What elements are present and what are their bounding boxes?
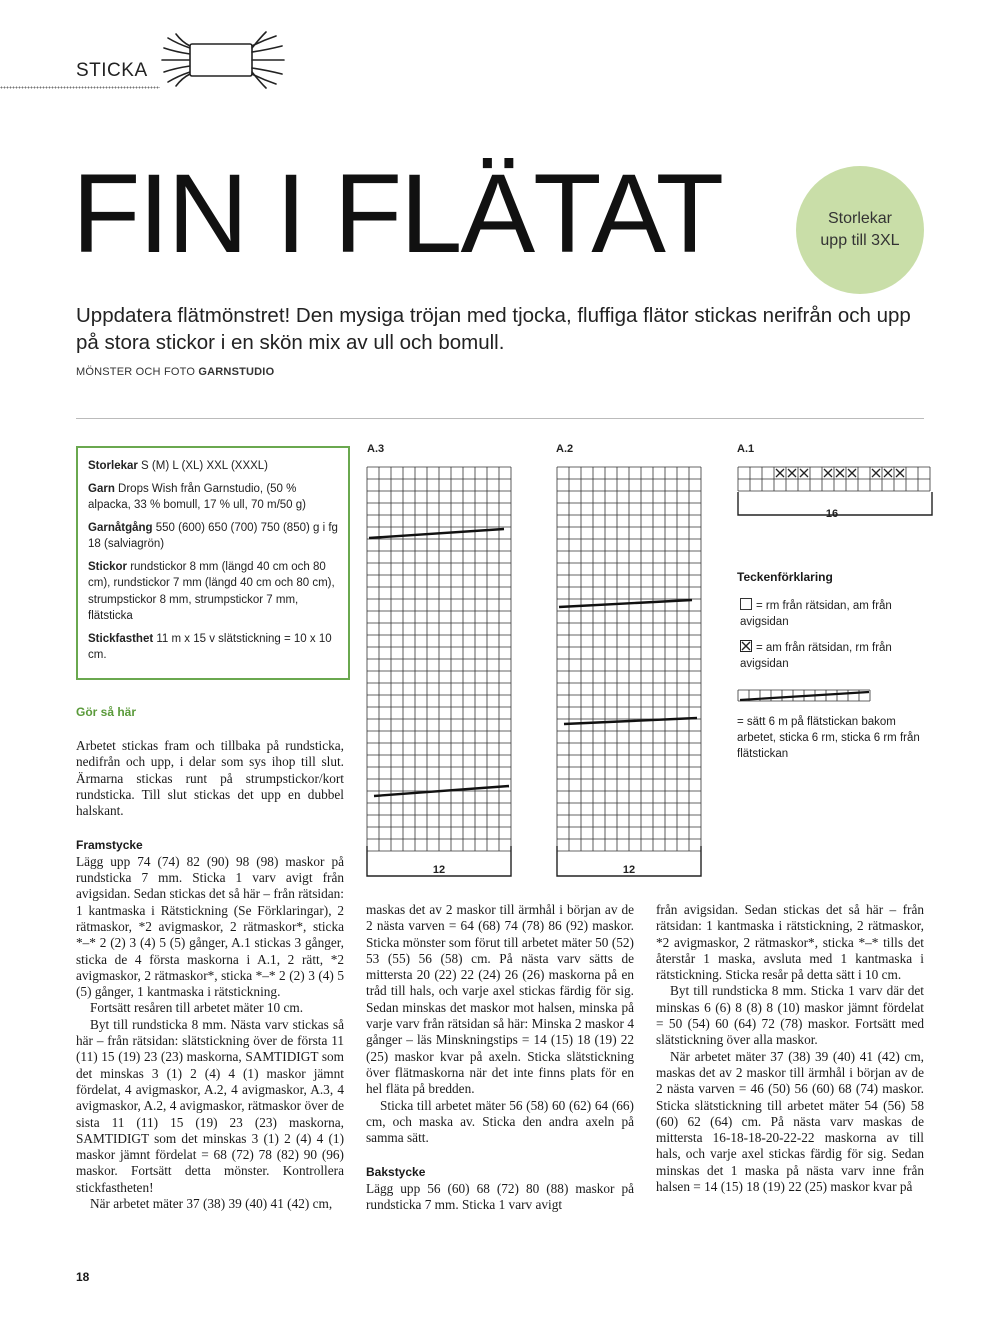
paragraph: från avigsidan. Sedan stickas det så här – från rätsidan: 1 kantmaska i rätstickning, 2 rätmaskor, *2 avigmaskor, 2 rätmaskor*, sticka *–* tills det återstår 1 maska, avsluta med 1 kantmaska i rätstickning. Sticka resår på detta sätt i 10 cm. [656, 902, 924, 983]
info-gauge: Stickfasthet 11 m x 15 v slätstickning = 10 x 10 cm. [88, 632, 332, 661]
chart-a2-label: A.2 [556, 443, 574, 455]
cable-symbol-icon [737, 689, 873, 703]
section-label: STICKA [76, 60, 148, 81]
paragraph: Lägg upp 56 (60) 68 (72) 80 (88) maskor på rundsticka 7 mm. Sticka 1 varv avigt [366, 1180, 634, 1213]
info-sizes: Storlekar S (M) L (XL) XXL (XXXL) [88, 460, 269, 472]
paragraph: Byt till rundsticka 8 mm. Nästa varv stickas så här – från rätsidan: slätstickning över de första 11 (11) 15 (19) 23 (23) maskorna, SAMTIDIGT som det minskas 3 (1) 2 (4) 4 (1) maskor jämnt fördelat, 4 avigmaskor, A.2, 4 avigmaskor, A.3, 4 avigmaskor, A.2, 4 avigmaskor, rätmaskor över de sista 11 (11) 15 (19) 23 (23) maskorna, SAMTIDIGT som det minskas 3 (1) 2 (4) 4 (1) maskor jämnt fördelat = 68 (72) 78 (82) 90 (96) maskor. Fortsätt detta mönster. Kontrollera stickfastheten! [76, 1016, 344, 1195]
text-column-3 [656, 902, 924, 1195]
how-to-heading: Gör så här [76, 705, 137, 719]
yarn-skein-icon [158, 30, 288, 90]
badge-line-1: Storlekar [827, 210, 893, 227]
chart-a1-label: A.1 [737, 443, 755, 455]
cross-mark [836, 469, 844, 477]
paragraph: Fortsätt resåren till arbetet mäter 10 cm. [90, 1000, 304, 1016]
credit-line [76, 366, 274, 378]
cable-line [559, 600, 697, 724]
cross-square-icon [740, 640, 752, 652]
text-column-1 [76, 738, 344, 1212]
badge-line-2: upp till 3XL [820, 232, 900, 249]
paragraph: Lägg upp 74 (74) 82 (90) 98 (98) maskor på rundsticka 7 mm. Sticka 1 varv avigt från avigsidan. Sedan stickas det så här – från rätsidan: 1 kantmaska i Rätstickning (Se Förklaringar), 2 rätmaskor, *2 avigmaskor, 2 rätmaskor*, sticka *–* 2 (2) 3 (4) 5 (5) gånger, A.1 stickas 3 gånger, sticka de 4 första maskorna i A.1, 2 rätt, *2 avigmaskor, 2 rätmaskor*, sticka *–* 2 (2) 3 (4) 5 (5) gånger, 1 kantmaska i rätstickning. [76, 853, 344, 1000]
page-title: FIN I FLÄTAT [72, 151, 723, 276]
page-number: 18 [76, 1270, 90, 1284]
legend-item-cable: = sätt 6 m på flätstickan bakom arbetet, sticka 6 rm, sticka 6 rm från flätstickan [737, 716, 920, 760]
legend-title: Teckenförklaring [737, 570, 833, 584]
paragraph: Sticka till arbetet mäter 56 (58) 60 (62) 64 (66) cm, och maska av. Sticka den andra axeln på samma sätt. [366, 1097, 634, 1146]
legend-item-purl: = am från rätsidan, rm från avigsidan [740, 642, 892, 670]
cross-mark [824, 469, 832, 477]
text-column-2 [366, 902, 634, 1213]
cross-mark [800, 469, 808, 477]
cross-mark [776, 469, 784, 477]
paragraph: När arbetet mäter 37 (38) 39 (40) 41 (42) cm, [90, 1196, 333, 1212]
size-badge [796, 166, 924, 294]
info-needles: Stickor rundstickor 8 mm (längd 40 cm och 80 cm), rundstickor 7 mm (längd 40 cm och 80 cm), strumpstickor 8 mm, strumpstickor 7 mm, flätsticka [88, 560, 335, 622]
paragraph: maskas det av 2 maskor till ärmhål i början av de 2 nästa varven = 64 (68) 74 (78) 86 (92) maskor. Sticka mönster som förut till arbetet mäter 50 (52) 53 (55) 56 (58) cm. På nästa varv sätts de mittersta 20 (22) 22 (24) 26 (26) maskorna på en tråd till hals, och varje axel stickas färdig för sig. Sedan minskas det maskor mot halsen, minska på varje varv från rätsidan så här: Minska 2 maskor 4 gånger – läs Minskningstips = 14 (15) 18 (19) 22 (25) maskor kvar på axeln. Sticka slätstickning över flätmaskorna när det inte finns plats för en hel fläta på bredden. [366, 902, 634, 1097]
chart-a1-width: 16 [825, 508, 839, 520]
intro-paragraph: Arbetet stickas fram och tillbaka på rundsticka, nedifrån och upp, i delar som sys ihop till slut. Ärmarna stickas runt på strumpstickor/kort rundsticka. Till slut stickas det upp en dubbel halskant. [76, 738, 344, 819]
chart-a2 [556, 466, 702, 878]
chart-a2-grid [557, 467, 701, 851]
chart-a3-grid [367, 467, 511, 851]
chart-a3-width: 12 [432, 864, 446, 876]
dotted-rule [0, 86, 160, 89]
materials-box [76, 446, 350, 680]
cross-mark [872, 469, 880, 477]
lead-paragraph: Uppdatera flätmönstret! Den mysiga tröjan med tjocka, fluffiga flätor stickas nerifrån och upp på stora stickor i en skön mix av ull och bomull. [76, 304, 911, 354]
paragraph: Byt till rundsticka 8 mm. Sticka 1 varv där det minskas 6 (6) 8 (8) 8 (10) maskor jämnt fördelat = 50 (54) 60 (64) 72 (78) maskor. Fortsätt med slätstickning över alla maskor. [656, 983, 924, 1048]
chart-a3 [366, 466, 512, 878]
cross-mark [884, 469, 892, 477]
paragraph: När arbetet mäter 37 (38) 39 (40) 41 (42) cm, maskas det av 2 maskor till ärmhål i början av de 2 nästa varven = 46 (50) 56 (60) 68 (74) maskor. Sticka slätstickning till arbetet mäter 54 (56) 58 (60) 62 (64) cm. På nästa varv maskas de mittersta 16-18-18-20-22-22 maskorna av till hals, och varje axel stickas färdig för sig. Sedan minskas det 1 maska på nästa varv inne från halsen = 14 (15) 18 (19) 22 (25) maskor kvar på [656, 1048, 924, 1195]
cross-mark [848, 469, 856, 477]
cross-mark [896, 469, 904, 477]
chart-a1-grid [738, 467, 930, 491]
empty-square-icon [740, 598, 752, 610]
chart-a3-label: A.3 [367, 443, 385, 455]
back-heading: Bakstycke [366, 1165, 426, 1180]
front-heading: Framstycke [76, 838, 143, 853]
credit-prefix: MÖNSTER OCH FOTO [76, 366, 199, 378]
info-yarn: Garn Drops Wish från Garnstudio, (50 % alpacka, 33 % bomull, 17 % ull, 70 m/50 g) [88, 482, 306, 511]
cross-mark [788, 469, 796, 477]
divider [76, 418, 924, 419]
chart-a2-width: 12 [622, 864, 636, 876]
legend-item-knit: = rm från rätsidan, am från avigsidan [740, 600, 892, 628]
info-amount: Garnåtgång 550 (600) 650 (700) 750 (850) g i fg 18 (salviagrön) [88, 521, 338, 550]
credit-name: GARNSTUDIO [198, 366, 275, 378]
